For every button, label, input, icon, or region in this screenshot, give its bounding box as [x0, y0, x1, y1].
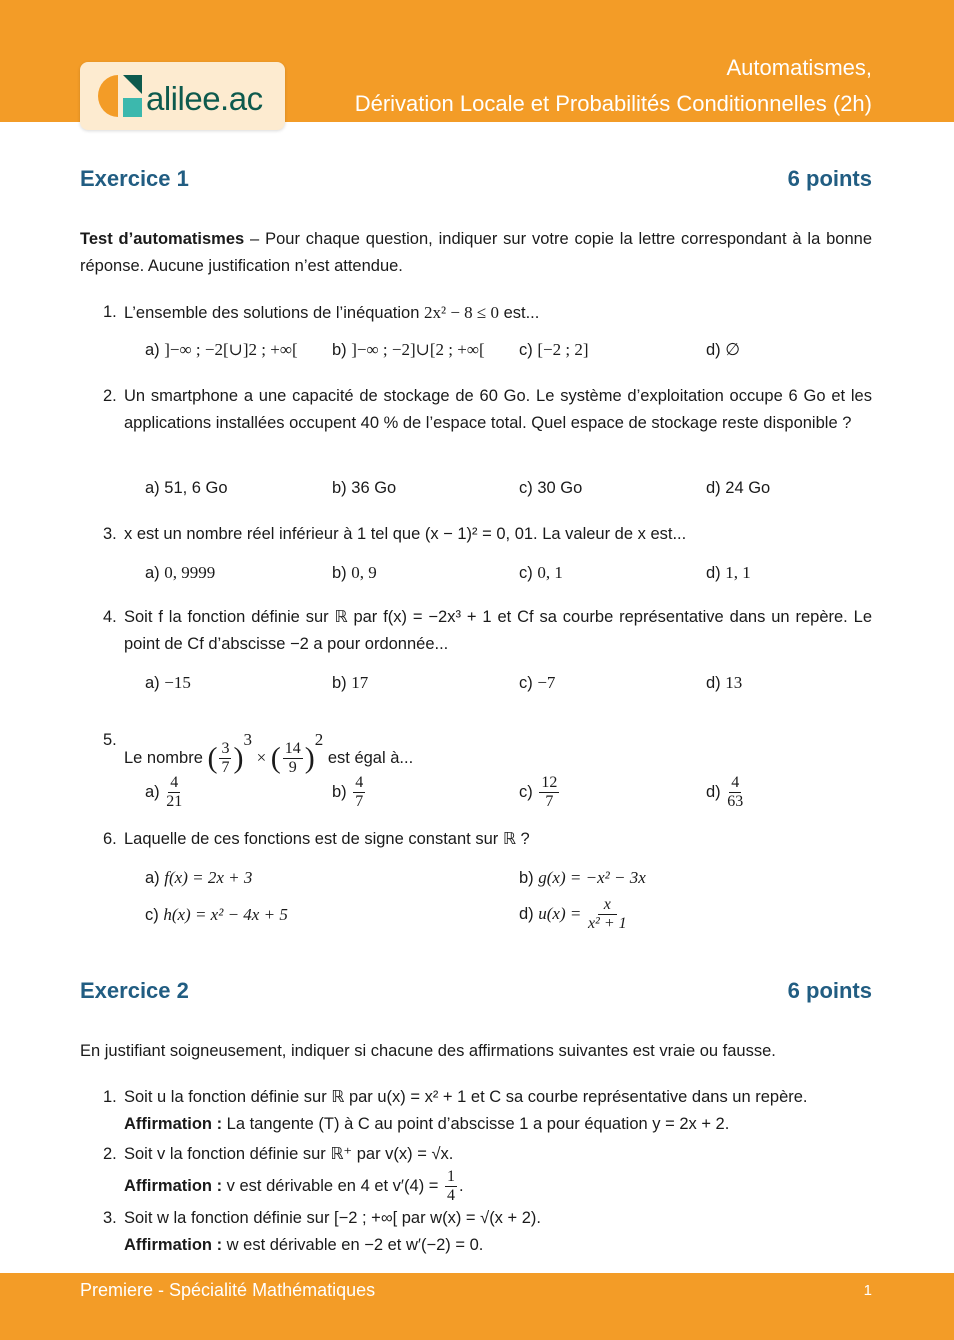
item-number: 3. [103, 1209, 117, 1227]
option-d [706, 774, 745, 811]
option-a [145, 673, 191, 693]
text: est... [498, 304, 540, 322]
option-d [706, 673, 742, 693]
option-label: b) [332, 782, 347, 801]
option-fraction [353, 774, 365, 811]
title-line-1: Automatismes, [726, 55, 872, 80]
option-a [145, 340, 298, 360]
page-footer [0, 1273, 954, 1340]
affirmation-text: La tangente (T) à C au point d’abscisse 1 a pour équation y = 2x + 2. [222, 1115, 730, 1133]
option-b [332, 340, 485, 360]
option-a [145, 563, 215, 583]
question-1 [100, 299, 872, 327]
item-number: 1. [103, 1088, 117, 1106]
option-fraction [727, 774, 743, 811]
numerator: 12 [541, 774, 558, 791]
title-line-2: Dérivation Locale et Probabilités Conditionnelles (2h) [354, 91, 872, 116]
option-value: f(x) = 2x + 3 [164, 868, 253, 887]
option-value: 30 Go [537, 479, 583, 497]
affirmation-label: Affirmation : [124, 1115, 223, 1133]
option-label: c) [519, 782, 533, 801]
option-d [706, 563, 751, 583]
affirmation-text: w est dérivable en −2 et w′(−2) = 0. [222, 1236, 484, 1254]
option-value: u(x) = [538, 903, 582, 923]
text: est égal à... [327, 749, 414, 767]
option-label: a) [145, 674, 160, 692]
numerator: x [598, 896, 617, 915]
item-text: Soit u la fonction définie sur ℝ par u(x) = x² + 1 et C sa courbe représentative dans un repère. [124, 1088, 808, 1106]
option-value: 0, 9999 [164, 563, 216, 582]
exercise-2-title: Exercice 2 [80, 978, 189, 1003]
option-b [332, 774, 367, 811]
logo-text: alilee.ac [146, 80, 263, 117]
option-value: −7 [537, 673, 556, 692]
option-value: ∅ [725, 340, 741, 359]
exercise-1-header [80, 166, 872, 192]
exercise-1-intro [80, 226, 872, 280]
option-label: c) [519, 341, 533, 359]
option-value: 17 [351, 673, 369, 692]
denominator: 63 [727, 793, 744, 810]
page-header [0, 0, 954, 122]
question-text: Soit f la fonction définie sur ℝ par f(x) = −2x³ + 1 et Cf sa courbe représentative dans un repère. Le point de Cf d’abscisse −2 a pour ordonnée... [124, 608, 872, 653]
exercise-2-points: 6 points [787, 978, 872, 1003]
question-3 [100, 521, 872, 548]
question-number: 5. [103, 731, 117, 749]
affirmation [124, 1168, 872, 1205]
question-4 [100, 604, 872, 658]
option-a [145, 774, 184, 811]
option-label: a) [145, 869, 160, 887]
option-fraction [588, 896, 627, 933]
option-value: 0, 9 [351, 563, 377, 582]
option-b [332, 563, 377, 583]
option-d [706, 479, 770, 498]
option-label: d) [706, 564, 721, 582]
paren-open: ( [207, 741, 218, 775]
question-number: 6. [103, 830, 117, 848]
paren-close: ) [304, 741, 315, 775]
question-6 [100, 826, 872, 853]
galilee-logo-icon [98, 73, 144, 119]
denominator: 21 [166, 793, 183, 810]
option-fraction [539, 774, 559, 811]
affirmation-text-end: . [459, 1176, 464, 1195]
option-c [519, 340, 588, 360]
question-number: 2. [103, 387, 117, 405]
question-text [124, 299, 872, 327]
affirmation-item-3 [100, 1205, 872, 1259]
option-a [145, 479, 228, 498]
denominator: 7 [545, 793, 554, 810]
question-text [124, 712, 872, 787]
option-c [145, 905, 288, 925]
option-label: a) [145, 782, 160, 801]
option-c [519, 774, 561, 811]
option-b [332, 479, 396, 498]
affirmation-text: v est dérivable en 4 et v′(4) = [222, 1176, 443, 1195]
paren-open: ( [270, 741, 281, 775]
option-value: ]−∞ ; −2]∪[2 ; +∞[ [351, 340, 485, 359]
option-label: d) [706, 479, 721, 497]
numerator: 4 [731, 774, 740, 791]
text: Le nombre [124, 749, 203, 767]
item-number: 2. [103, 1145, 117, 1163]
exponent: 3 [243, 730, 252, 749]
affirmation-item-1 [100, 1084, 872, 1138]
logo [80, 62, 285, 130]
option-label: d) [706, 341, 721, 359]
fraction-2 [283, 740, 303, 777]
option-c [519, 563, 563, 583]
denominator: 7 [221, 759, 230, 777]
numerator: 3 [221, 740, 230, 758]
exercise-2-intro: En justifiant soigneusement, indiquer si chacune des affirmations suivantes est vraie ou fausse. [80, 1042, 776, 1060]
item-text: Soit v la fonction définie sur ℝ⁺ par v(x) = √x. [124, 1145, 454, 1163]
option-d [706, 340, 740, 360]
denominator: 4 [447, 1187, 455, 1204]
option-value: −15 [164, 673, 191, 692]
option-label: d) [519, 904, 534, 923]
affirmation-label: Affirmation : [124, 1236, 223, 1254]
option-label: b) [332, 479, 347, 497]
denominator: 7 [355, 793, 364, 810]
question-text: Laquelle de ces fonctions est de signe constant sur ℝ ? [124, 830, 530, 848]
option-b [332, 673, 368, 693]
denominator: 9 [288, 759, 297, 777]
option-value: 13 [725, 673, 743, 692]
exponent: 2 [314, 730, 324, 749]
item-text: Soit w la fonction définie sur [−2 ; +∞[ par w(x) = √(x + 2). [124, 1209, 541, 1227]
denominator: x² + 1 [587, 915, 627, 932]
question-text: Un smartphone a une capacité de stockage de 60 Go. Le système d’exploitation occupe 6 Go et les applications installées occupent 40 % de l’espace total. Quel espace de stockage reste disponible ? [124, 387, 872, 432]
option-value: 36 Go [351, 479, 397, 497]
fraction-1 [219, 740, 231, 777]
option-label: b) [332, 341, 347, 359]
numerator: 1 [447, 1168, 455, 1185]
option-value: 0, 1 [537, 563, 563, 582]
question-5 [100, 712, 872, 787]
math-inequation: 2x² − 8 ≤ 0 [423, 303, 499, 322]
question-2 [100, 383, 872, 437]
document-title [355, 50, 872, 122]
option-label: b) [332, 564, 347, 582]
option-label: b) [519, 869, 534, 887]
intro-bold: Test d’automatismes [80, 230, 245, 248]
affirmation-label: Affirmation : [124, 1176, 223, 1195]
fraction [445, 1168, 457, 1205]
option-label: c) [519, 479, 533, 497]
numerator: 4 [355, 774, 364, 791]
option-c [519, 673, 555, 693]
affirmation [124, 1111, 872, 1138]
footer-course-label: Premiere - Spécialité Mathématiques [80, 1280, 376, 1300]
exercise-1-points: 6 points [787, 166, 872, 191]
option-label: a) [145, 341, 160, 359]
times-sign: × [256, 748, 267, 767]
paren-close: ) [233, 741, 244, 775]
question-number: 3. [103, 525, 117, 543]
option-a [145, 868, 252, 888]
option-label: d) [706, 782, 721, 801]
option-value: [−2 ; 2] [537, 340, 589, 359]
option-value: ]−∞ ; −2[∪]2 ; +∞[ [164, 340, 298, 359]
option-c [519, 479, 582, 498]
numerator: 4 [170, 774, 179, 791]
option-value: 1, 1 [725, 563, 751, 582]
numerator: 14 [284, 740, 301, 758]
affirmation [124, 1232, 872, 1259]
option-d [519, 896, 629, 933]
exercise-1-title: Exercice 1 [80, 166, 189, 191]
option-label: c) [519, 674, 533, 692]
affirmation-item-2 [100, 1141, 872, 1205]
option-value: 51, 6 Go [164, 479, 228, 497]
question-text: x est un nombre réel inférieur à 1 tel que (x − 1)² = 0, 01. La valeur de x est... [124, 525, 687, 543]
intro-text: – Pour chaque question, indiquer sur votre copie la lettre correspondant à la bonne réponse. Aucune justification n’est attendue. [80, 230, 872, 275]
exercise-2-header [80, 978, 872, 1004]
option-label: a) [145, 564, 160, 582]
option-label: b) [332, 674, 347, 692]
text: L’ensemble des solutions de l’inéquation [124, 304, 424, 322]
option-label: d) [706, 674, 721, 692]
option-value: 24 Go [725, 479, 771, 497]
option-label: a) [145, 479, 160, 497]
option-fraction [166, 774, 182, 811]
page-number: 1 [863, 1282, 872, 1299]
option-b [519, 868, 646, 888]
question-number: 1. [103, 303, 117, 321]
question-number: 4. [103, 608, 117, 626]
option-value: h(x) = x² − 4x + 5 [163, 905, 288, 924]
option-label: c) [519, 564, 533, 582]
option-label: c) [145, 906, 159, 924]
option-value: g(x) = −x² − 3x [538, 868, 646, 887]
